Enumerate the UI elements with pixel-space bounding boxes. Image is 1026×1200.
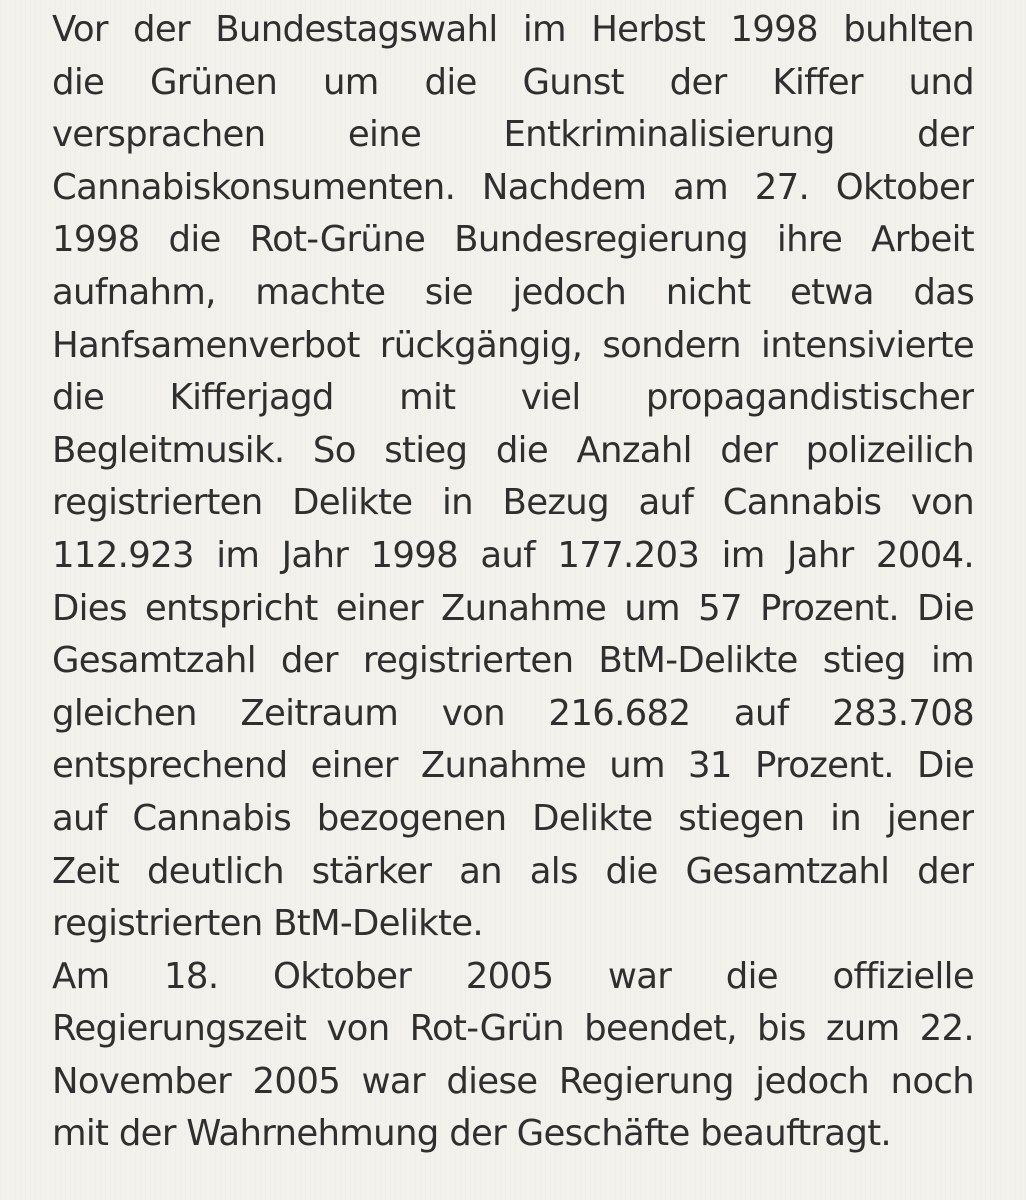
- text-line: 1998 die Rot-Grüne Bundesregierung ihre Arbeit: [52, 219, 974, 261]
- paragraph-2: [52, 951, 974, 1161]
- text-line: Dies entspricht einer Zunahme um 57 Prozent. Die: [52, 587, 974, 629]
- text-line: 112.923 im Jahr 1998 auf 177.203 im Jahr 2004.: [52, 534, 974, 576]
- paragraph-1: [52, 4, 974, 951]
- text-line: die Kifferjagd mit viel propagandistischer: [52, 377, 974, 419]
- text-line: registrierten BtM-Delikte.: [52, 903, 483, 945]
- text-line: November 2005 war diese Regierung jedoch noch: [52, 1060, 974, 1102]
- text-line: Hanfsamenverbot rückgängig, sondern intensivierte: [52, 324, 974, 366]
- text-line: Regierungszeit von Rot-Grün beendet, bis zum 22.: [52, 1008, 974, 1050]
- text-line: Vor der Bundestagswahl im Herbst 1998 buhlten: [52, 9, 974, 50]
- text-line: registrierten Delikte in Bezug auf Cannabis von: [52, 482, 974, 524]
- text-line: die Grünen um die Gunst der Kiffer und: [52, 61, 974, 103]
- text-line: Cannabiskonsumenten. Nachdem am 27. Oktober: [52, 166, 974, 208]
- text-line: Zeit deutlich stärker an als die Gesamtzahl der: [52, 850, 974, 892]
- text-line: aufnahm, machte sie jedoch nicht etwa das: [52, 271, 974, 313]
- document-page: [52, 4, 974, 1161]
- text-line: Begleitmusik. So stieg die Anzahl der polizeilich: [52, 429, 974, 471]
- text-line: auf Cannabis bezogenen Delikte stiegen in jener: [52, 797, 974, 839]
- text-line: Gesamtzahl der registrierten BtM-Delikte stieg im: [52, 640, 974, 682]
- text-line: gleichen Zeitraum von 216.682 auf 283.708: [52, 692, 974, 734]
- text-line: entsprechend einer Zunahme um 31 Prozent. Die: [52, 745, 974, 787]
- text-line: versprachen eine Entkriminalisierung der: [52, 114, 974, 156]
- text-line: Am 18. Oktober 2005 war die offizielle: [52, 955, 974, 997]
- text-line: mit der Wahrnehmung der Geschäfte beauftragt.: [52, 1113, 891, 1155]
